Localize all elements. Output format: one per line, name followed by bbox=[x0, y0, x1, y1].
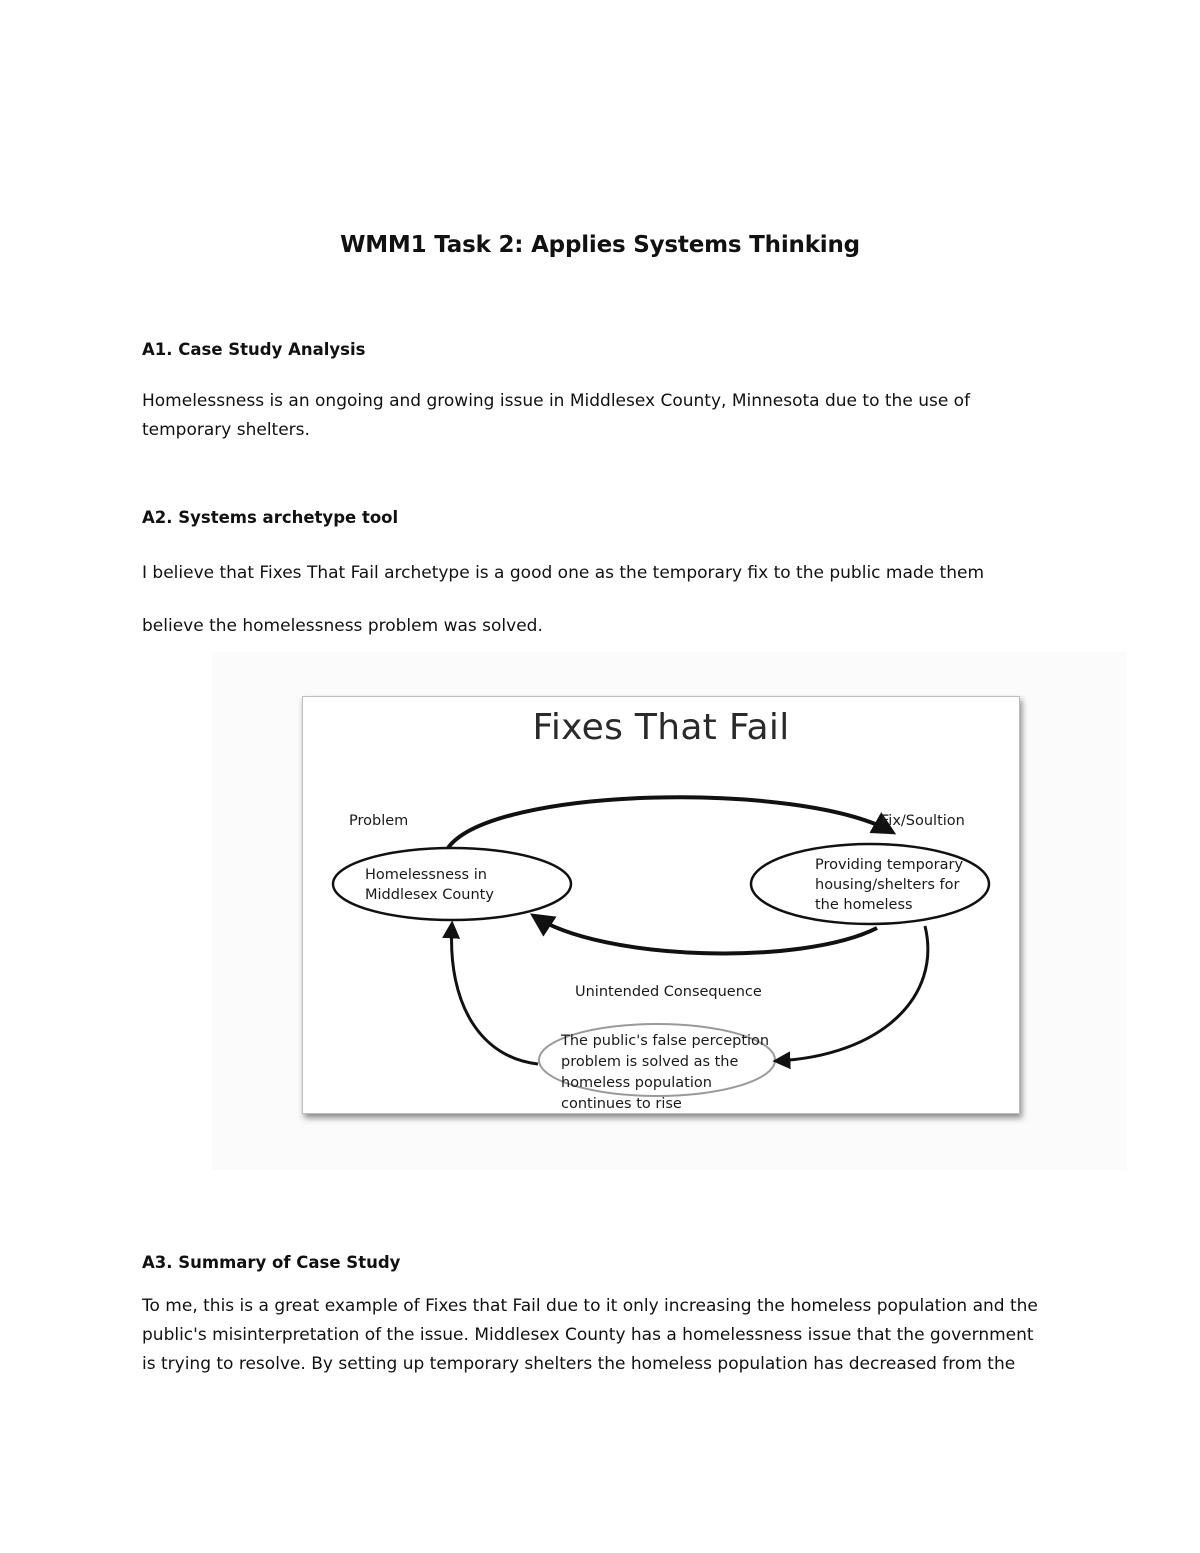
consequence-text-line: The public's false perception bbox=[561, 1033, 770, 1049]
body-line: I believe that Fixes That Fail archetype is a good one as the temporary fix to the public made them bbox=[142, 563, 985, 583]
body-line: public's misinterpretation of the issue. Middlesex County has a homelessness issue that the government bbox=[142, 1325, 1034, 1345]
consequence-text-line: homeless population bbox=[561, 1075, 712, 1091]
diagram-title: Fixes That Fail bbox=[532, 707, 790, 748]
section-heading-a3: A3. Summary of Case Study bbox=[142, 1253, 401, 1272]
section-heading-a1: A1. Case Study Analysis bbox=[142, 340, 366, 359]
fix-label: Fix/Soultion bbox=[881, 813, 965, 829]
fix-text-line: housing/shelters for bbox=[815, 877, 960, 893]
consequence-text-line: continues to rise bbox=[561, 1096, 682, 1112]
fix-text bbox=[815, 855, 963, 915]
problem-text bbox=[365, 865, 494, 905]
problem-text-line: Middlesex County bbox=[365, 887, 494, 903]
consequence-text bbox=[561, 1031, 769, 1115]
section-body-a3 bbox=[142, 1292, 1072, 1379]
arrow-consequence-to-problem bbox=[452, 924, 538, 1064]
body-line: temporary shelters. bbox=[142, 420, 310, 440]
body-line: is trying to resolve. By setting up temporary shelters the homeless population has decreased from the bbox=[142, 1354, 1016, 1374]
body-line: To me, this is a great example of Fixes that Fail due to it only increasing the homeless population and the bbox=[142, 1296, 1038, 1316]
fix-text-line: the homeless bbox=[815, 897, 913, 913]
section-body-a2 bbox=[142, 547, 1072, 653]
consequence-text-line: problem is solved as the bbox=[561, 1054, 739, 1070]
body-line: Homelessness is an ongoing and growing issue in Middlesex County, Minnesota due to the use of bbox=[142, 391, 971, 411]
problem-text-line: Homelessness in bbox=[365, 867, 487, 883]
consequence-label: Unintended Consequence bbox=[575, 984, 762, 1000]
page-title: WMM1 Task 2: Applies Systems Thinking bbox=[340, 232, 860, 258]
problem-label: Problem bbox=[349, 813, 409, 829]
arrow-problem-to-fix bbox=[448, 797, 892, 848]
section-body-a1 bbox=[142, 387, 1072, 445]
body-line: believe the homelessness problem was solved. bbox=[142, 616, 543, 636]
arrow-fix-to-consequence bbox=[776, 926, 928, 1061]
fix-text-line: Providing temporary bbox=[815, 857, 964, 873]
section-heading-a2: A2. Systems archetype tool bbox=[142, 508, 399, 527]
